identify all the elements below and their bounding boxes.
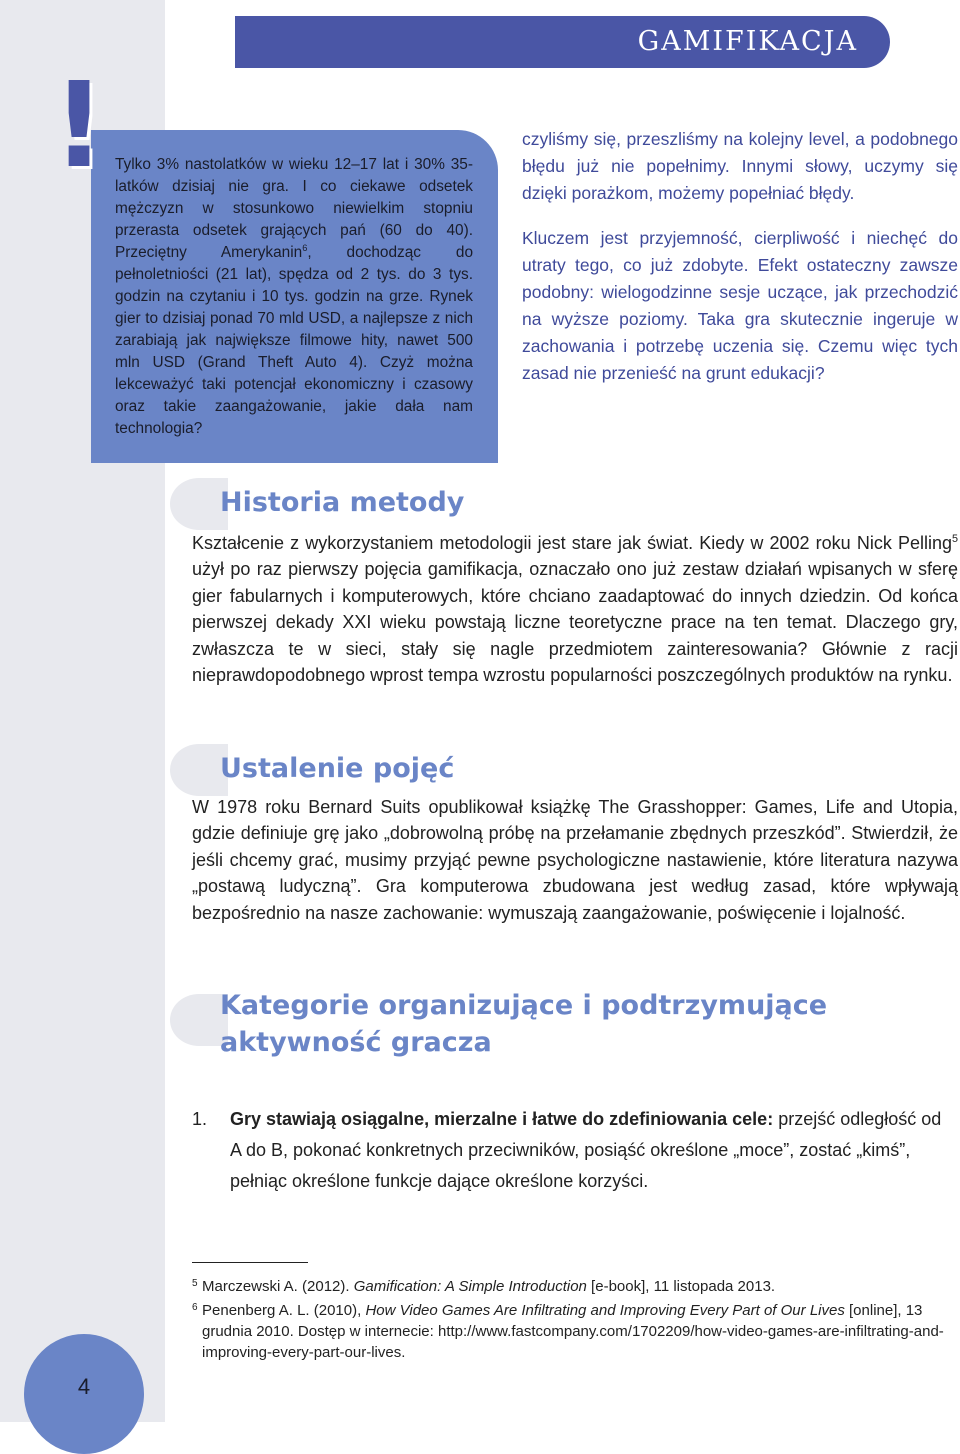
callout-box (91, 130, 498, 463)
footnote-text (202, 1300, 952, 1363)
footnote-text-before: Penenberg A. L. (2010), (202, 1302, 366, 1319)
heading-categories-line2: aktywność gracza (220, 1027, 492, 1058)
right-paragraph-1: czyliśmy się, przeszliśmy na kolejny level, a podobnego błędu już nie popełnimy. Innymi słowy, uczymy się dzięki porażkom, możemy popełniać błędy. (522, 129, 958, 203)
exclamation-icon: ! (52, 56, 106, 194)
footnote-text-after[interactable]: [online], 13 grudnia 2010. Dostęp w internecie: http://www.fastcompany.com/1702209/how-video-games-are-infiltrating-and-improving-every-part-our-lives. (202, 1302, 944, 1361)
heading-concepts: Ustalenie pojęć (220, 753, 455, 784)
heading-history: Historia metody (220, 487, 465, 518)
callout-footnote-ref[interactable]: 6 (302, 242, 308, 253)
footnote-text (202, 1276, 952, 1297)
footnote-text-after: [e-book], 11 listopada 2013. (586, 1278, 776, 1295)
list-item-bold: Gry stawiają osiągalne, mierzalne i łatwe do zdefiniowania cele: (230, 1109, 774, 1129)
footnote-number: 5 (192, 1278, 198, 1289)
list-item-body: przejść odległość od A do B, pokonać konkretnych przeciwników, posiąść określone „moce”, zostać „kimś”, pełniąc określone funkcje dające określone korzyści. (230, 1109, 942, 1191)
history-text-a: Kształcenie z wykorzystaniem metodologii jest stare jak świat. Kiedy w 2002 roku Nick Pelling (192, 533, 952, 553)
footnote-text-before: Marczewski A. (2012). (202, 1278, 354, 1295)
list-item-text (230, 1104, 952, 1197)
banner-title: GAMIFIKACJA (637, 26, 858, 57)
footnote-title: Gamification: A Simple Introduction (353, 1278, 587, 1295)
callout-text-a: Tylko 3% nastolatków w wieku 12–17 lat i 30% 35-latków dzisiaj nie gra. I co ciekawe odsetek mężczyzn w stosunkowo niewielkim stopniu przerasta odsetek grających pań (60 do 40). Przeciętny Amerykanin (115, 156, 473, 261)
page-number-badge (24, 1334, 144, 1454)
list-item-number: 1. (192, 1109, 208, 1129)
concepts-paragraph: W 1978 roku Bernard Suits opublikował książkę The Grasshopper: Games, Life and Utopia, gdzie definiuje grę jako „dobrowolną próbę na przełamanie zbędnych przeszkód”. Stwierdził, że jeśli chcemy grać, musimy przyjąć pewne psychologiczne nastawienie, które literatura nazywa „postawą ludyczną”. Gra komputerowa zbudowana jest według zasad, które wpływają bezpośrednio na nasze zachowanie: wymuszają zaangażowanie, poświęcenie i lojalność. (192, 797, 958, 923)
section-banner (235, 16, 890, 68)
callout-text (115, 154, 473, 440)
heading-categories-line1: Kategorie organizujące i podtrzymujące (220, 990, 828, 1021)
callout-text-b: , dochodząc do pełnoletniości (21 lat), spędza od 2 tys. do 3 tys. godzin na czytaniu i 10 tys. godzin na grze. Rynek gier to dzisiaj ponad 70 mld USD, a najlepsze z nich zarabiają jak największe filmowe hity, nawet 500 mln USD (Grand Theft Auto 4). Czyż można lekceważyć taki potencjał ekonomiczny i czasowy oraz takie zaangażowanie, jakie dała nam technologia? (115, 244, 473, 437)
right-column (522, 126, 958, 405)
footnote-title: How Video Games Are Infiltrating and Improving Every Part of Our Lives (365, 1302, 845, 1319)
page-number: 4 (77, 1374, 91, 1399)
footnote-number: 6 (192, 1302, 198, 1313)
right-paragraph-2: Kluczem jest przyjemność, cierpliwość i niechęć do utraty tego, co już zdobyte. Efekt ostateczny zawsze podobny: wielogodzinne sesje uczące, jak przechodzić na wyższe poziomy. Taka gra skutecznie ingeruje w zachowania i potrzebę uczenia się. Czemu więc tych zasad nie przenieść na grunt edukacji? (522, 228, 958, 383)
history-footnote-ref[interactable]: 5 (951, 533, 958, 545)
history-text-b: użył po raz pierwszy pojęcia gamifikacja, oznaczało ono już zestaw działań wpisanych w sferę gier fabularnych i komputerowych, które chciano zaadaptować do innych dziedzin. Od końca pierwszej dekady XXI wieku powstają liczne teoretyczne prace na ten temat. Dlaczego gry, zwłaszcza te w sieci, stały się nagle przedmiotem zainteresowania? Głównie z racji nieprawdopodobnego wprost tempa wzrostu popularności poszczególnych produktów na rynku. (192, 559, 958, 686)
history-paragraph (192, 530, 958, 688)
footnote-divider (192, 1262, 308, 1263)
heading-categories (220, 987, 827, 1061)
